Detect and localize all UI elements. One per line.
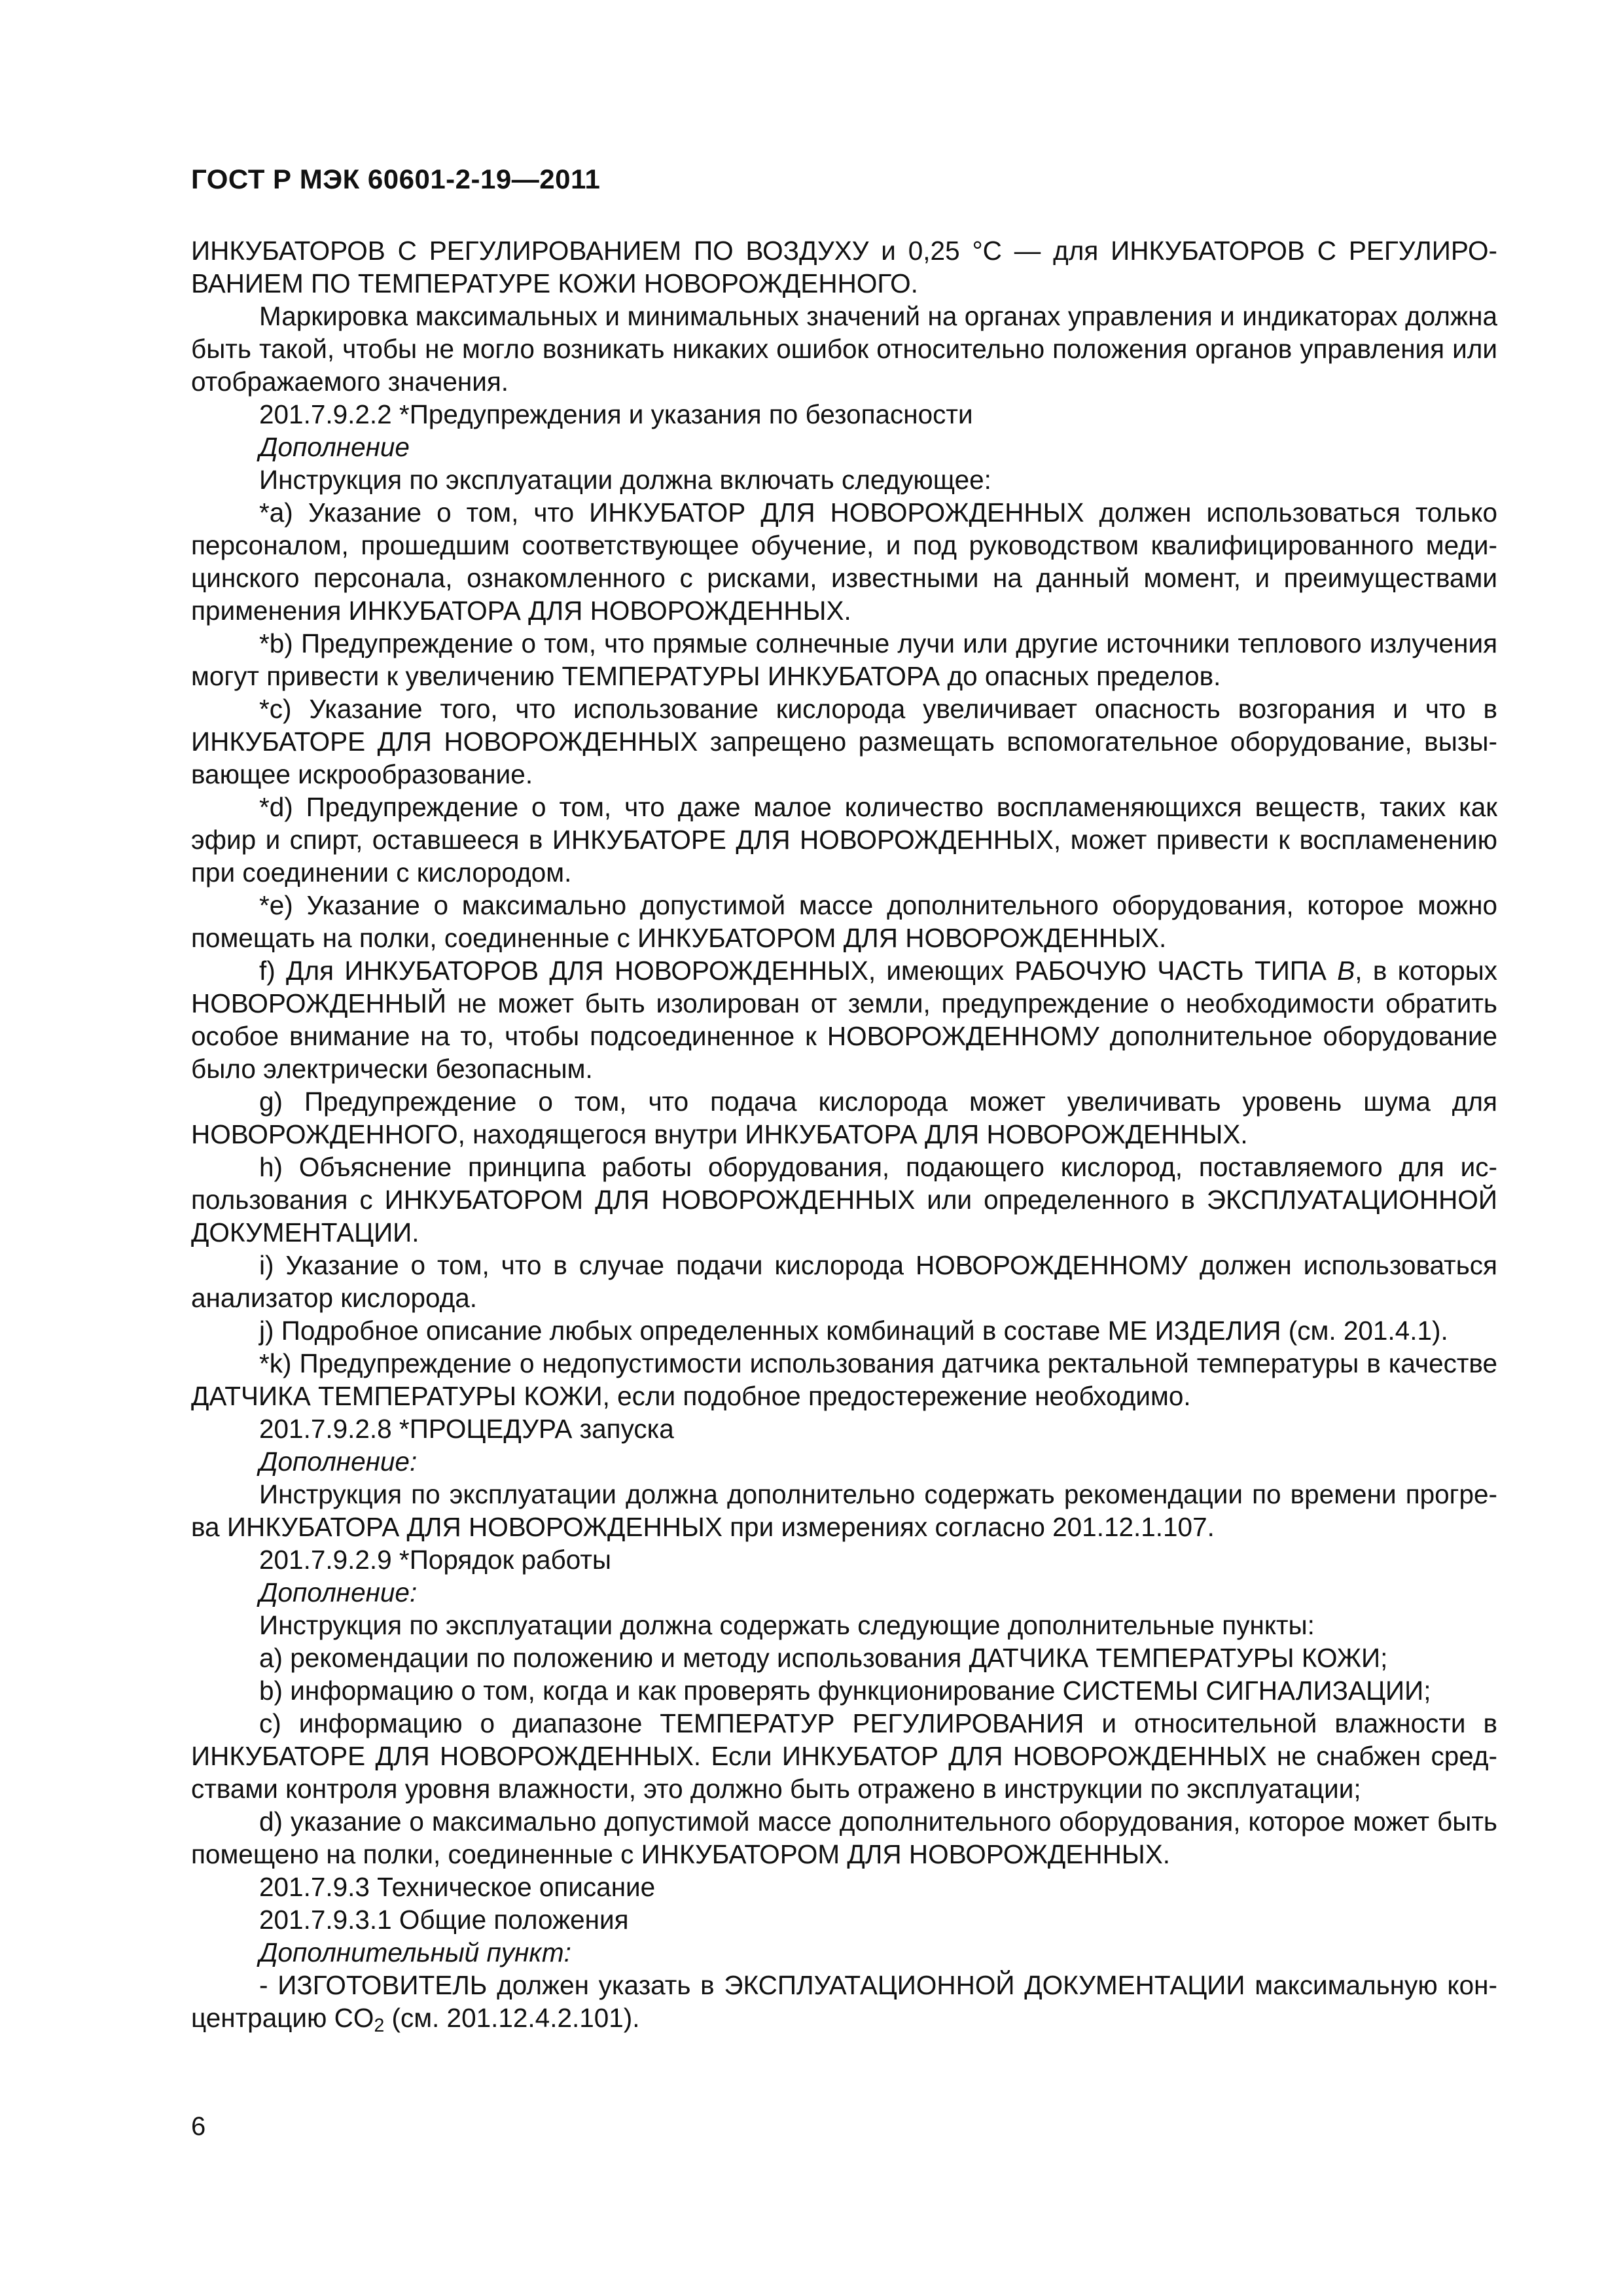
document-body xyxy=(191,234,1497,2037)
list-item: f) Для ИНКУБАТОРОВ ДЛЯ НОВОРОЖДЕННЫХ, имеющих РАБОЧУЮ ЧАСТЬ ТИПА B, в которых НОВОРОЖДЕННЫЙ не может быть изолирован от земли, предупреждение о необходимости обратить особое внимание на то, чтобы подсоединенное к НОВОРОЖДЕННОМУ дополнительное оборудование было электрически безопасным. xyxy=(191,956,1497,1084)
paragraph: Инструкция по эксплуатации должна содержать следующие дополнительные пункты: xyxy=(259,1610,1315,1640)
list-item: *e) Указание о максимально допустимой массе дополнительного оборудования, которое можно помещать на полки, соединенные с ИНКУБАТОРОМ ДЛЯ НОВОРОЖДЕННЫХ. xyxy=(191,890,1497,953)
paragraph-text: - ИЗГОТОВИТЕЛЬ должен указать в ЭКСПЛУАТАЦИОННОЙ ДОКУМЕНТАЦИИ максимальную концентрацию CO xyxy=(191,1970,1497,2033)
list-item: d) указание о максимально допустимой массе дополнительного оборудования, которое может быть помещено на полки, соединенные с ИНКУБАТОРОМ ДЛЯ НОВОРОЖДЕННЫХ. xyxy=(191,1806,1497,1869)
list-item: c) информацию о диапазоне ТЕМПЕРАТУР РЕГУЛИРОВАНИЯ и относительной влажности в ИНКУБАТОРЕ ДЛЯ НОВОРОЖДЕННЫХ. Если ИНКУБАТОР ДЛЯ НОВОРОЖДЕННЫХ не снабжен средствами контроля уровня влажности, это должно быть отражено в инструкции по эксплуатации; xyxy=(191,1708,1497,1804)
addition-label: Дополнение: xyxy=(259,1577,418,1607)
document-header: ГОСТ Р МЭК 60601-2-19—2011 xyxy=(191,164,601,194)
section-heading: 201.7.9.2.9 *Порядок работы xyxy=(259,1545,611,1575)
paragraph: Маркировка максимальных и минимальных значений на органах управления и индикаторах должна быть такой, чтобы не могло возникать никаких ошибок относительно положения органов управления или отображаемого значения. xyxy=(191,301,1497,397)
section-heading: 201.7.9.2.8 *ПРОЦЕДУРА запуска xyxy=(259,1414,674,1444)
paragraph: ИНКУБАТОРОВ С РЕГУЛИРОВАНИЕМ ПО ВОЗДУХУ и 0,25 °С — для ИНКУБАТОРОВ С РЕГУЛИРОВАНИЕМ ПО ТЕМПЕРАТУРЕ КОЖИ НОВОРОЖДЕННОГО. xyxy=(191,236,1497,298)
page-number: 6 xyxy=(191,2112,206,2141)
subscript: 2 xyxy=(374,2015,385,2037)
section-heading: 201.7.9.2.2 *Предупреждения и указания по безопасности xyxy=(259,399,973,429)
list-item: g) Предупреждение о том, что подача кислорода может увеличивать уровень шума для НОВОРОЖДЕННОГО, находящегося внутри ИНКУБАТОРА ДЛЯ НОВОРОЖДЕННЫХ. xyxy=(191,1086,1497,1149)
section-heading: 201.7.9.3 Техническое описание xyxy=(259,1872,656,1902)
list-item: *b) Предупреждение о том, что прямые солнечные лучи или другие источники теплового излучения могут привести к увеличению ТЕМПЕРАТУРЫ ИНКУБАТОРА до опасных пределов. xyxy=(191,628,1497,691)
list-item: b) информацию о том, когда и как проверять функционирование СИСТЕМЫ СИГНАЛИЗАЦИИ; xyxy=(259,1676,1431,1706)
list-item: h) Объяснение принципа работы оборудования, подающего кислород, поставляемого для использования с ИНКУБАТОРОМ ДЛЯ НОВОРОЖДЕННЫХ или определенного в ЭКСПЛУАТАЦИОННОЙ ДОКУМЕНТАЦИИ. xyxy=(191,1152,1497,1247)
paragraph xyxy=(191,1969,1497,2037)
addition-label: Дополнение: xyxy=(259,1446,418,1477)
list-item: *d) Предупреждение о том, что даже малое количество воспламеняющихся веществ, таких как эфир и спирт, оставшееся в ИНКУБАТОРЕ ДЛЯ НОВОРОЖДЕННЫХ, может привести к воспламенению при соединении с кислородом. xyxy=(191,792,1497,888)
list-item: j) Подробное описание любых определенных комбинаций в составе МЕ ИЗДЕЛИЯ (см. 201.4.1). xyxy=(259,1316,1448,1346)
list-item: *k) Предупреждение о недопустимости использования датчика ректальной температуры в качестве ДАТЧИКА ТЕМПЕРАТУРЫ КОЖИ, если подобное предостережение необходимо. xyxy=(191,1348,1497,1411)
addition-label: Дополнительный пункт: xyxy=(259,1937,571,1967)
list-item: a) рекомендации по положению и методу использования ДАТЧИКА ТЕМПЕРАТУРЫ КОЖИ; xyxy=(259,1643,1388,1673)
addition-label: Дополнение xyxy=(259,432,410,462)
list-item: *c) Указание того, что использование кислорода увеличивает опасность возгорания и что в ИНКУБАТОРЕ ДЛЯ НОВОРОЖДЕННЫХ запрещено размещать вспомогательное оборудование, вызывающее искрообразование. xyxy=(191,694,1497,789)
section-heading: 201.7.9.3.1 Общие положения xyxy=(259,1905,629,1935)
paragraph: Инструкция по эксплуатации должна дополнительно содержать рекомендации по времени прогрева ИНКУБАТОРА ДЛЯ НОВОРОЖДЕННЫХ при измерениях согласно 201.12.1.107. xyxy=(191,1479,1497,1542)
paragraph: Инструкция по эксплуатации должна включать следующее: xyxy=(259,465,991,495)
list-item: *a) Указание о том, что ИНКУБАТОР ДЛЯ НОВОРОЖДЕННЫХ должен использоваться только персоналом, прошедшим соответствующее обучение, и под руководством квалифицированного медицинского персонала, ознакомленного с рисками, известными на данный момент, и преимуществами применения ИНКУБАТОРА ДЛЯ НОВОРОЖДЕННЫХ. xyxy=(191,497,1497,626)
list-item: i) Указание о том, что в случае подачи кислорода НОВОРОЖДЕННОМУ должен использоваться анализатор кислорода. xyxy=(191,1250,1497,1313)
paragraph-text: (см. 201.12.4.2.101). xyxy=(384,2003,640,2033)
